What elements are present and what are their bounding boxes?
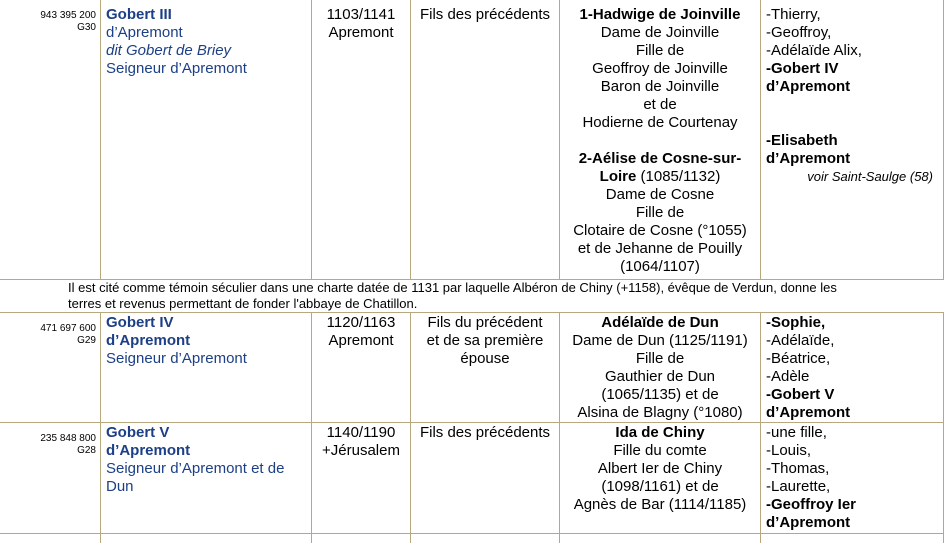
spouse-line: (1064/1107) bbox=[620, 258, 700, 275]
parents-cell bbox=[410, 0, 559, 279]
spouse-line: Baron de Joinville bbox=[600, 78, 720, 95]
child-item: -Geoffroy, bbox=[766, 24, 832, 41]
child-item: d’Apremont bbox=[766, 78, 851, 95]
spouse-line: et de bbox=[643, 96, 677, 113]
child-item: -Adèle bbox=[766, 368, 810, 385]
children-cell bbox=[760, 0, 944, 279]
parents-text: Fils des précédents bbox=[419, 424, 551, 441]
dates: 1120/1163 bbox=[326, 314, 396, 331]
spouse-name-tail: Loire bbox=[599, 168, 637, 185]
spouse-cell bbox=[559, 313, 760, 422]
spouse-line: Fille de bbox=[635, 42, 685, 59]
person-name: Gobert III bbox=[106, 6, 172, 23]
child-item: -une fille, bbox=[766, 424, 827, 441]
name-cell bbox=[100, 313, 311, 422]
spouse-line: (1098/1161) et de bbox=[601, 478, 719, 495]
spouse-line: Clotaire de Cosne (°1055) bbox=[573, 222, 747, 239]
child-item: d’Apremont bbox=[766, 404, 851, 421]
spouse-line: Dame de Joinville bbox=[600, 24, 720, 41]
spouse-line: Dame de Dun (1125/1191) bbox=[572, 332, 748, 349]
person-name-line: d’Apremont bbox=[106, 442, 191, 459]
child-item: -Adélaïde Alix, bbox=[766, 42, 862, 59]
parents-text: Fils des précédents bbox=[419, 6, 551, 23]
spouse-line: et de Jehanne de Pouilly bbox=[577, 240, 743, 257]
generation-label: G29 bbox=[77, 335, 96, 346]
generation-label: G30 bbox=[77, 22, 96, 33]
spouse-name: 1-Hadwige de Joinville bbox=[579, 6, 741, 23]
sosa-number: 235 848 800 bbox=[40, 433, 96, 444]
table-row bbox=[0, 423, 944, 543]
spouse-line: Hodierne de Courtenay bbox=[582, 114, 738, 131]
sosa-number: 471 697 600 bbox=[40, 323, 96, 334]
parents-text: épouse bbox=[460, 350, 510, 367]
child-item: -Thierry, bbox=[766, 6, 821, 23]
child-item: -Louis, bbox=[766, 442, 812, 459]
child-item: -Adélaïde, bbox=[766, 332, 835, 349]
place: Apremont bbox=[328, 332, 394, 349]
generation-label: G28 bbox=[77, 445, 96, 456]
note-text: terres et revenus permettant de fonder l'abbaye de Chatillon. bbox=[68, 296, 418, 311]
child-item: d’Apremont bbox=[766, 150, 851, 167]
dates: 1140/1190 bbox=[326, 424, 396, 441]
person-title: Dun bbox=[106, 478, 134, 495]
spouse-line: Alsina de Blagny (°1080) bbox=[577, 404, 743, 421]
person-alias: dit Gobert de Briey bbox=[106, 42, 232, 59]
person-name-line: d’Apremont bbox=[106, 24, 183, 41]
note-row bbox=[0, 280, 944, 312]
place: Apremont bbox=[328, 24, 394, 41]
person-name: Gobert IV bbox=[106, 314, 174, 331]
child-item: -Béatrice, bbox=[766, 350, 831, 367]
place: +Jérusalem bbox=[322, 442, 400, 459]
child-item: -Thomas, bbox=[766, 460, 830, 477]
row-divider bbox=[0, 533, 944, 534]
spouse-line: Albert Ier de Chiny bbox=[597, 460, 723, 477]
note-text: Il est cité comme témoin séculier dans une charte datée de 1131 par laquelle Albéron de Chiny (+1158), évêque de Verdun, donne les bbox=[68, 280, 837, 295]
sosa-cell bbox=[0, 0, 100, 279]
children-cell bbox=[760, 423, 944, 543]
spouse-name: Ida de Chiny bbox=[615, 424, 705, 441]
dates-cell bbox=[311, 423, 410, 543]
sosa-cell bbox=[0, 423, 100, 543]
dates-cell bbox=[311, 0, 410, 279]
cross-reference: voir Saint-Saulge (58) bbox=[807, 169, 933, 184]
child-item: -Geoffroy Ier bbox=[766, 496, 857, 513]
spouse-line: Fille de bbox=[635, 204, 685, 221]
spouse-line: Agnès de Bar (1114/1185) bbox=[573, 496, 747, 513]
person-title: Seigneur d’Apremont bbox=[106, 350, 247, 367]
child-item: -Sophie, bbox=[766, 314, 826, 331]
spouse-cell bbox=[559, 423, 760, 543]
dates: 1103/1141 bbox=[326, 6, 396, 23]
name-cell bbox=[100, 0, 311, 279]
sosa-cell bbox=[0, 313, 100, 422]
spouse-line: Geoffroy de Joinville bbox=[592, 60, 728, 77]
person-name: Gobert V bbox=[106, 424, 170, 441]
table-row bbox=[0, 313, 944, 422]
parents-cell bbox=[410, 313, 559, 422]
spouse-dates: (1085/1132) bbox=[640, 168, 721, 185]
parents-text: Fils du précédent bbox=[427, 314, 543, 331]
parents-cell bbox=[410, 423, 559, 543]
child-item: -Laurette, bbox=[766, 478, 831, 495]
spouse-line: Gauthier de Dun bbox=[604, 368, 716, 385]
spouse-line: Fille du comte bbox=[613, 442, 707, 459]
person-title: Seigneur d’Apremont bbox=[106, 60, 247, 77]
parents-text: et de sa première bbox=[426, 332, 544, 349]
child-item: -Gobert IV bbox=[766, 60, 839, 77]
name-cell bbox=[100, 423, 311, 543]
person-title: Seigneur d’Apremont et de bbox=[106, 460, 285, 477]
child-item: d’Apremont bbox=[766, 514, 851, 531]
children-cell bbox=[760, 313, 944, 422]
person-name-line: d’Apremont bbox=[106, 332, 191, 349]
spouse-name: 2-Aélise de Cosne-sur- bbox=[578, 150, 742, 167]
sosa-number: 943 395 200 bbox=[40, 10, 96, 21]
spouse-name: Adélaïde de Dun bbox=[601, 314, 719, 331]
child-item: -Elisabeth bbox=[766, 132, 838, 149]
spouse-line: (1065/1135) et de bbox=[601, 386, 719, 403]
spouse-cell bbox=[559, 0, 760, 279]
dates-cell bbox=[311, 313, 410, 422]
child-item: -Gobert V bbox=[766, 386, 835, 403]
spouse-line: Fille de bbox=[635, 350, 685, 367]
spouse-line: Dame de Cosne bbox=[605, 186, 715, 203]
